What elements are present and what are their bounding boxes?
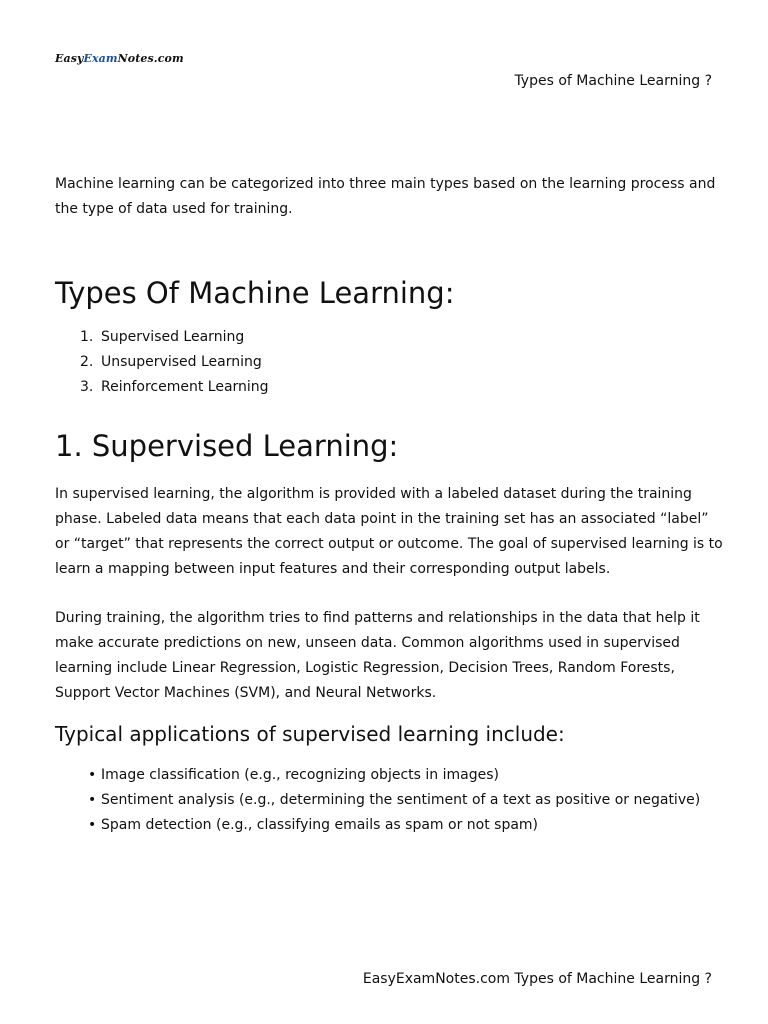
applications-list xyxy=(55,763,723,838)
list-item: • Image classification (e.g., recognizing objects in images) xyxy=(55,763,723,788)
header-title: Types of Machine Learning ? xyxy=(514,73,712,89)
list-number: 2. xyxy=(80,354,94,370)
list-item-text: Reinforcement Learning xyxy=(101,379,269,395)
list-item: • Spam detection (e.g., classifying emails as spam or not spam) xyxy=(55,813,723,838)
types-list xyxy=(55,325,723,400)
paragraph-spacer xyxy=(55,582,723,606)
main-content xyxy=(55,172,723,838)
site-logo[interactable] xyxy=(55,52,184,65)
logo-text-exam: Exam xyxy=(83,52,118,65)
intro-paragraph: Machine learning can be categorized into three main types based on the learning process and the type of data used for training. xyxy=(55,176,716,217)
page-footer: EasyExamNotes.com Types of Machine Learning ? xyxy=(362,971,712,987)
list-item xyxy=(55,350,723,375)
logo-text-easy: Easy xyxy=(55,52,84,65)
list-number: 3. xyxy=(80,379,94,395)
supervised-paragraph-1: In supervised learning, the algorithm is provided with a labeled dataset during the training phase. Labeled data means that each data point in the training set has an associated “label” or “target” that represents the correct output or outcome. The goal of supervised learning is to learn a mapping between input features and their corresponding output labels. xyxy=(55,486,723,577)
list-item-text: Supervised Learning xyxy=(101,329,245,345)
types-heading: Types Of Machine Learning: xyxy=(55,276,455,310)
logo-text-notes: Notes.com xyxy=(117,52,184,65)
list-item-text: Unsupervised Learning xyxy=(101,354,262,370)
supervised-paragraph-2: During training, the algorithm tries to find patterns and relationships in the data that help it make accurate predictions on new, unseen data. Common algorithms used in supervised learning include Linear Regression, Logistic Regression, Decision Trees, Random Forests, Support Vector Machines (SVM), and Neural Networks. xyxy=(55,610,700,701)
applications-heading: Typical applications of supervised learning include: xyxy=(55,722,565,746)
list-number: 1. xyxy=(80,329,94,345)
list-item xyxy=(55,375,723,400)
list-item: • Sentiment analysis (e.g., determining the sentiment of a text as positive or negative) xyxy=(55,788,723,813)
supervised-heading: 1. Supervised Learning: xyxy=(55,429,399,463)
list-item xyxy=(55,325,723,350)
